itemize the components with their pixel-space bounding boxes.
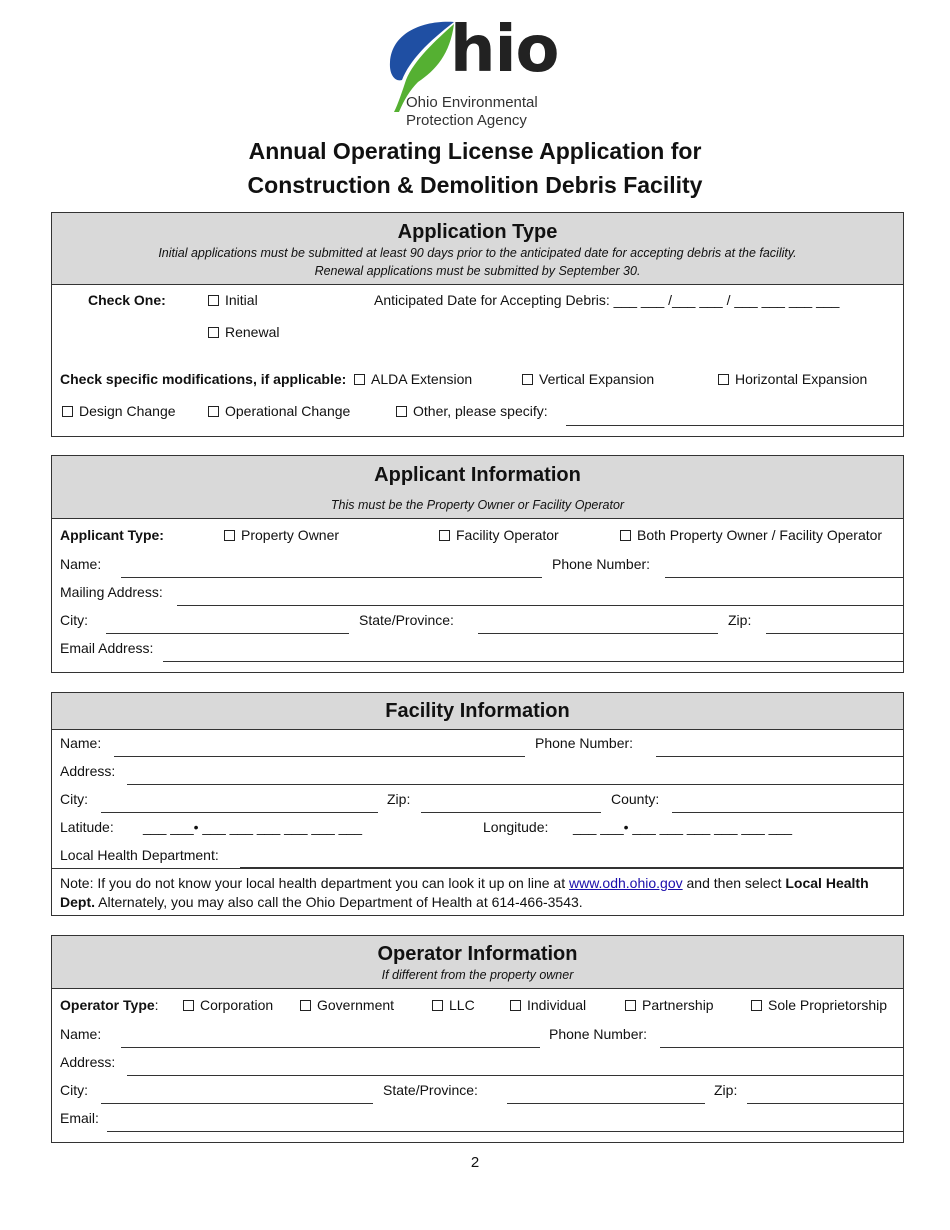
operator-information-header [52,936,903,989]
operator-state-field[interactable] [507,1103,705,1104]
check-one-label: Check One: [88,292,166,308]
corporation-checkbox[interactable] [183,1000,194,1011]
corporation-option[interactable]: Corporation [183,997,273,1013]
renewal-option[interactable]: Renewal [208,324,279,340]
applicant-email-label: Email Address: [60,640,154,656]
facility-name-field[interactable] [114,756,525,757]
operator-state-label: State/Province: [383,1082,478,1098]
facility-phone-field[interactable] [656,756,904,757]
latitude-field[interactable]: ___ ___• ___ ___ ___ ___ ___ ___ [143,819,362,835]
longitude-label: Longitude: [483,819,549,835]
design-change-option[interactable]: Design Change [62,403,176,419]
other-checkbox[interactable] [396,406,407,417]
latitude-label: Latitude: [60,819,114,835]
facility-city-field[interactable] [101,812,378,813]
operator-information-note: If different from the property owner [381,968,574,982]
anticipated-date-field[interactable]: Anticipated Date for Accepting Debris: ___ ___ /___ ___ / ___ ___ ___ ___ [374,292,840,308]
property-owner-option[interactable]: Property Owner [224,527,339,543]
llc-option[interactable]: LLC [432,997,475,1013]
operator-city-field[interactable] [101,1103,373,1104]
partnership-checkbox[interactable] [625,1000,636,1011]
applicant-phone-field[interactable] [665,577,904,578]
individual-option[interactable]: Individual [510,997,586,1013]
vertical-expansion-checkbox[interactable] [522,374,533,385]
facility-county-label: County: [611,791,660,807]
applicant-information-heading: Applicant Information [374,464,581,486]
applicant-information-header [52,456,903,519]
applicant-phone-label: Phone Number: [552,556,651,572]
design-change-checkbox[interactable] [62,406,73,417]
facility-phone-label: Phone Number: [535,735,634,751]
horizontal-expansion-checkbox[interactable] [718,374,729,385]
operator-email-label: Email: [60,1110,99,1126]
applicant-name-label: Name: [60,556,102,572]
applicant-city-label: City: [60,612,88,628]
operator-phone-field[interactable] [660,1047,904,1048]
alda-extension-checkbox[interactable] [354,374,365,385]
sole-proprietorship-option[interactable]: Sole Proprietorship [751,997,887,1013]
page-title-line2: Construction & Demolition Debris Facility [247,172,703,198]
odh-link[interactable]: www.odh.ohio.gov [568,875,683,891]
vertical-expansion-option[interactable]: Vertical Expansion [522,371,654,387]
facility-name-label: Name: [60,735,102,751]
operator-address-field[interactable] [127,1075,904,1076]
government-checkbox[interactable] [300,1000,311,1011]
logo-word: hio [450,13,559,87]
facility-zip-label: Zip: [387,791,411,807]
applicant-state-field[interactable] [478,633,718,634]
initial-option[interactable]: Initial [208,292,258,308]
applicant-city-field[interactable] [106,633,349,634]
applicant-zip-label: Zip: [728,612,752,628]
facility-operator-checkbox[interactable] [439,530,450,541]
property-owner-checkbox[interactable] [224,530,235,541]
facility-county-field[interactable] [672,812,904,813]
llc-checkbox[interactable] [432,1000,443,1011]
operator-information-heading: Operator Information [377,943,578,965]
applicant-name-field[interactable] [121,577,542,578]
operator-phone-label: Phone Number: [549,1026,648,1042]
application-type-note1: Initial applications must be submitted at least 90 days prior to the anticipated date for accepting debris at the facility. [158,246,797,260]
operational-change-checkbox[interactable] [208,406,219,417]
applicant-type-label: Applicant Type: [60,527,164,543]
facility-note-divider [51,868,904,869]
individual-checkbox[interactable] [510,1000,521,1011]
facility-information-header [52,693,903,730]
operator-address-label: Address: [60,1054,116,1070]
applicant-mailing-field[interactable] [177,605,904,606]
facility-city-label: City: [60,791,88,807]
applicant-information-note: This must be the Property Owner or Facility Operator [330,498,625,512]
horizontal-expansion-option[interactable]: Horizontal Expansion [718,371,867,387]
other-specify-field[interactable] [566,425,904,426]
sole-proprietorship-checkbox[interactable] [751,1000,762,1011]
operator-information-section [51,935,904,1143]
health-department-label: Local Health Department: [60,847,219,863]
health-department-note: Note: If you do not know your local health department you can look it up on line at www.odh.ohio.gov and then select Local Health Dept. Alternately, you may also call the Ohio Department of Health at 614-466-3543. [60,875,869,910]
logo-agency-line2: Protection Agency [406,112,527,129]
facility-zip-field[interactable] [421,812,601,813]
modifications-label: Check specific modifications, if applicable: [60,371,347,387]
renewal-checkbox[interactable] [208,327,219,338]
government-option[interactable]: Government [300,997,394,1013]
applicant-mailing-label: Mailing Address: [60,584,163,600]
operator-zip-field[interactable] [747,1103,904,1104]
application-type-header [52,213,903,285]
facility-operator-option[interactable]: Facility Operator [439,527,559,543]
operator-name-label: Name: [60,1026,102,1042]
longitude-field[interactable]: ___ ___• ___ ___ ___ ___ ___ ___ [573,819,792,835]
facility-address-field[interactable] [127,784,904,785]
operator-city-label: City: [60,1082,88,1098]
initial-checkbox[interactable] [208,295,219,306]
applicant-state-label: State/Province: [359,612,454,628]
operator-name-field[interactable] [121,1047,540,1048]
logo-agency-line1: Ohio Environmental [406,94,538,111]
other-option[interactable]: Other, please specify: [396,403,548,419]
partnership-option[interactable]: Partnership [625,997,714,1013]
page-title-line1: Annual Operating License Application for [248,138,702,164]
operator-zip-label: Zip: [714,1082,738,1098]
both-owner-operator-checkbox[interactable] [620,530,631,541]
facility-information-heading: Facility Information [385,700,570,722]
operator-email-field[interactable] [107,1131,904,1132]
application-type-note2: Renewal applications must be submitted by September 30. [314,264,641,278]
applicant-zip-field[interactable] [766,633,904,634]
alda-extension-option[interactable]: ALDA Extension [354,371,472,387]
facility-address-label: Address: [60,763,116,779]
ohio-epa-logo [384,13,574,136]
operator-type-label: Operator Type: [60,997,159,1013]
application-type-heading: Application Type [397,221,558,243]
both-owner-operator-option[interactable]: Both Property Owner / Facility Operator [620,527,882,543]
operational-change-option[interactable]: Operational Change [208,403,350,419]
applicant-email-field[interactable] [163,661,904,662]
page-number: 2 [470,1154,480,1171]
applicant-information-section [51,455,904,673]
